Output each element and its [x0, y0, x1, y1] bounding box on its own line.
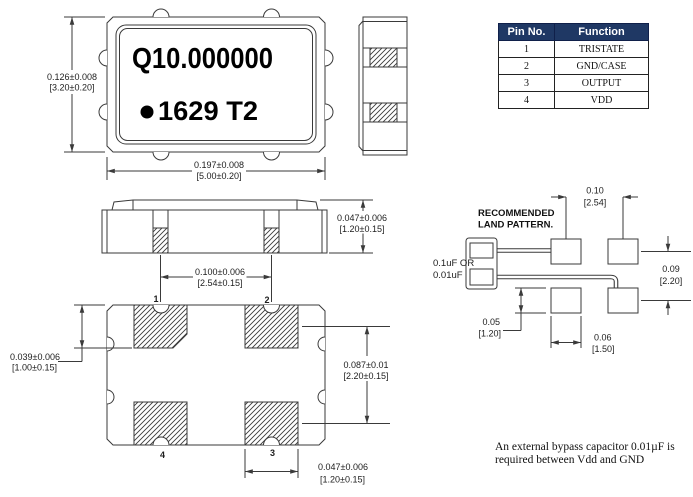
- dimension-text-inch: 0.09: [662, 264, 680, 274]
- dimension-text-mm: [3.20±0.20]: [49, 82, 95, 93]
- pin-function-cell: TRISTATE: [555, 41, 649, 58]
- capacitor-value-line2: 0.01uF: [433, 270, 463, 281]
- dimension-text-mm: [2.54]: [583, 197, 607, 208]
- dimension-text-mm: [1.20]: [478, 328, 501, 339]
- dimension-text-mm: [2.54±0.15]: [197, 278, 243, 288]
- top-view-body-outline: [107, 17, 325, 152]
- bypass-capacitor-plate-top: [470, 243, 493, 258]
- front-view: [102, 200, 387, 302]
- table-row: [499, 58, 649, 75]
- dimension-text-inch: 0.126±0.008: [47, 72, 97, 82]
- side-view-pad-lower: [370, 103, 397, 122]
- land-pitch-y-dimension: [641, 236, 691, 315]
- land-pad-bottom-left: [551, 288, 581, 313]
- land-pad-top-left: [551, 239, 581, 264]
- top-view-height-dimension: [47, 17, 105, 152]
- land-pattern: [433, 186, 691, 355]
- row-pitch-dimension: [302, 327, 390, 424]
- pin-number-cell: 4: [499, 92, 555, 109]
- bypass-capacitor-note: [495, 441, 690, 467]
- side-view: [359, 17, 407, 155]
- pad-width-dimension: [245, 449, 368, 485]
- pin-number-cell: 3: [499, 75, 555, 92]
- note-line2: required between Vdd and GND: [495, 454, 645, 466]
- dimension-text-inch: 0.100±0.006: [195, 267, 245, 277]
- land-pad-bottom-right: [608, 288, 638, 313]
- dimension-text-inch: 0.197±0.008: [194, 160, 244, 170]
- side-view-pad-upper: [370, 48, 397, 67]
- side-view-lid-edge: [359, 21, 363, 151]
- side-view-body: [363, 17, 407, 155]
- dimension-text-inch: 0.047±0.006: [318, 462, 368, 472]
- pin-number-cell: 1: [499, 41, 555, 58]
- pin1-index-dot: [141, 106, 154, 119]
- land-pad-top-right: [608, 239, 638, 264]
- bypass-capacitor-plate-bottom: [470, 269, 493, 285]
- function-header: Function: [555, 24, 649, 41]
- pin-number-cell: 2: [499, 58, 555, 75]
- dimension-text-mm: [2.20±0.15]: [343, 371, 389, 381]
- dimension-text-mm: [2.20]: [659, 276, 683, 286]
- pin-function-table: [498, 23, 649, 109]
- pin-label-1: 1: [153, 294, 159, 304]
- front-view-body: [102, 210, 327, 253]
- pin-function-cell: GND/CASE: [555, 58, 649, 75]
- dimension-text-inch: 0.039±0.006: [10, 352, 60, 362]
- dimension-text-mm: [1.20±0.15]: [320, 474, 365, 485]
- pin-function-cell: OUTPUT: [555, 75, 649, 92]
- dimension-text-inch: 0.047±0.006: [337, 213, 387, 223]
- pin-no-header: Pin No.: [499, 24, 555, 41]
- dimension-text-inch: 0.06: [594, 332, 612, 343]
- land-pitch-x-dimension: [551, 186, 638, 240]
- dimension-text-inch: 0.05: [482, 317, 500, 327]
- dimension-text-mm: [1.50]: [592, 344, 615, 354]
- pad-pitch-dimension: [161, 255, 272, 302]
- front-view-pad-left: [153, 228, 168, 253]
- note-line1: An external bypass capacitor 0.01µF is: [495, 441, 675, 453]
- dimension-text-mm: [1.20±0.15]: [339, 224, 385, 234]
- dimension-text-inch: 0.10: [586, 185, 604, 196]
- land-pattern-title-line1: RECOMMENDED: [478, 208, 555, 219]
- marking-frequency: Q10.000000: [132, 43, 273, 75]
- front-view-pad-right: [264, 228, 279, 253]
- pin-label-2: 2: [264, 295, 270, 305]
- top-view-width-dimension: [107, 157, 325, 181]
- pad-height-dimension: [10, 305, 132, 373]
- land-pad-height-dimension: [478, 288, 546, 339]
- front-view-lid: [112, 200, 318, 210]
- table-row: [499, 92, 649, 109]
- pin-label-3: 3: [269, 448, 276, 458]
- pin-function-cell: VDD: [555, 92, 649, 109]
- land-pad-width-dimension: [551, 316, 615, 354]
- top-view: [47, 9, 333, 181]
- table-header-row: [499, 24, 649, 41]
- front-view-height-dimension: [320, 200, 387, 253]
- dimension-text-inch: 0.087±0.01: [343, 360, 389, 370]
- dimension-text-mm: [5.00±0.20]: [196, 171, 242, 181]
- capacitor-value-line1: 0.1uF OR: [433, 258, 475, 269]
- table-row: [499, 41, 649, 58]
- pin-label-4: 4: [159, 450, 166, 460]
- bottom-view: [10, 294, 390, 485]
- table-row: [499, 75, 649, 92]
- land-pattern-title-line2: LAND PATTERN.: [478, 219, 554, 231]
- marking-datecode: 1629 T2: [158, 96, 258, 126]
- dimension-text-mm: [1.00±0.15]: [12, 362, 57, 373]
